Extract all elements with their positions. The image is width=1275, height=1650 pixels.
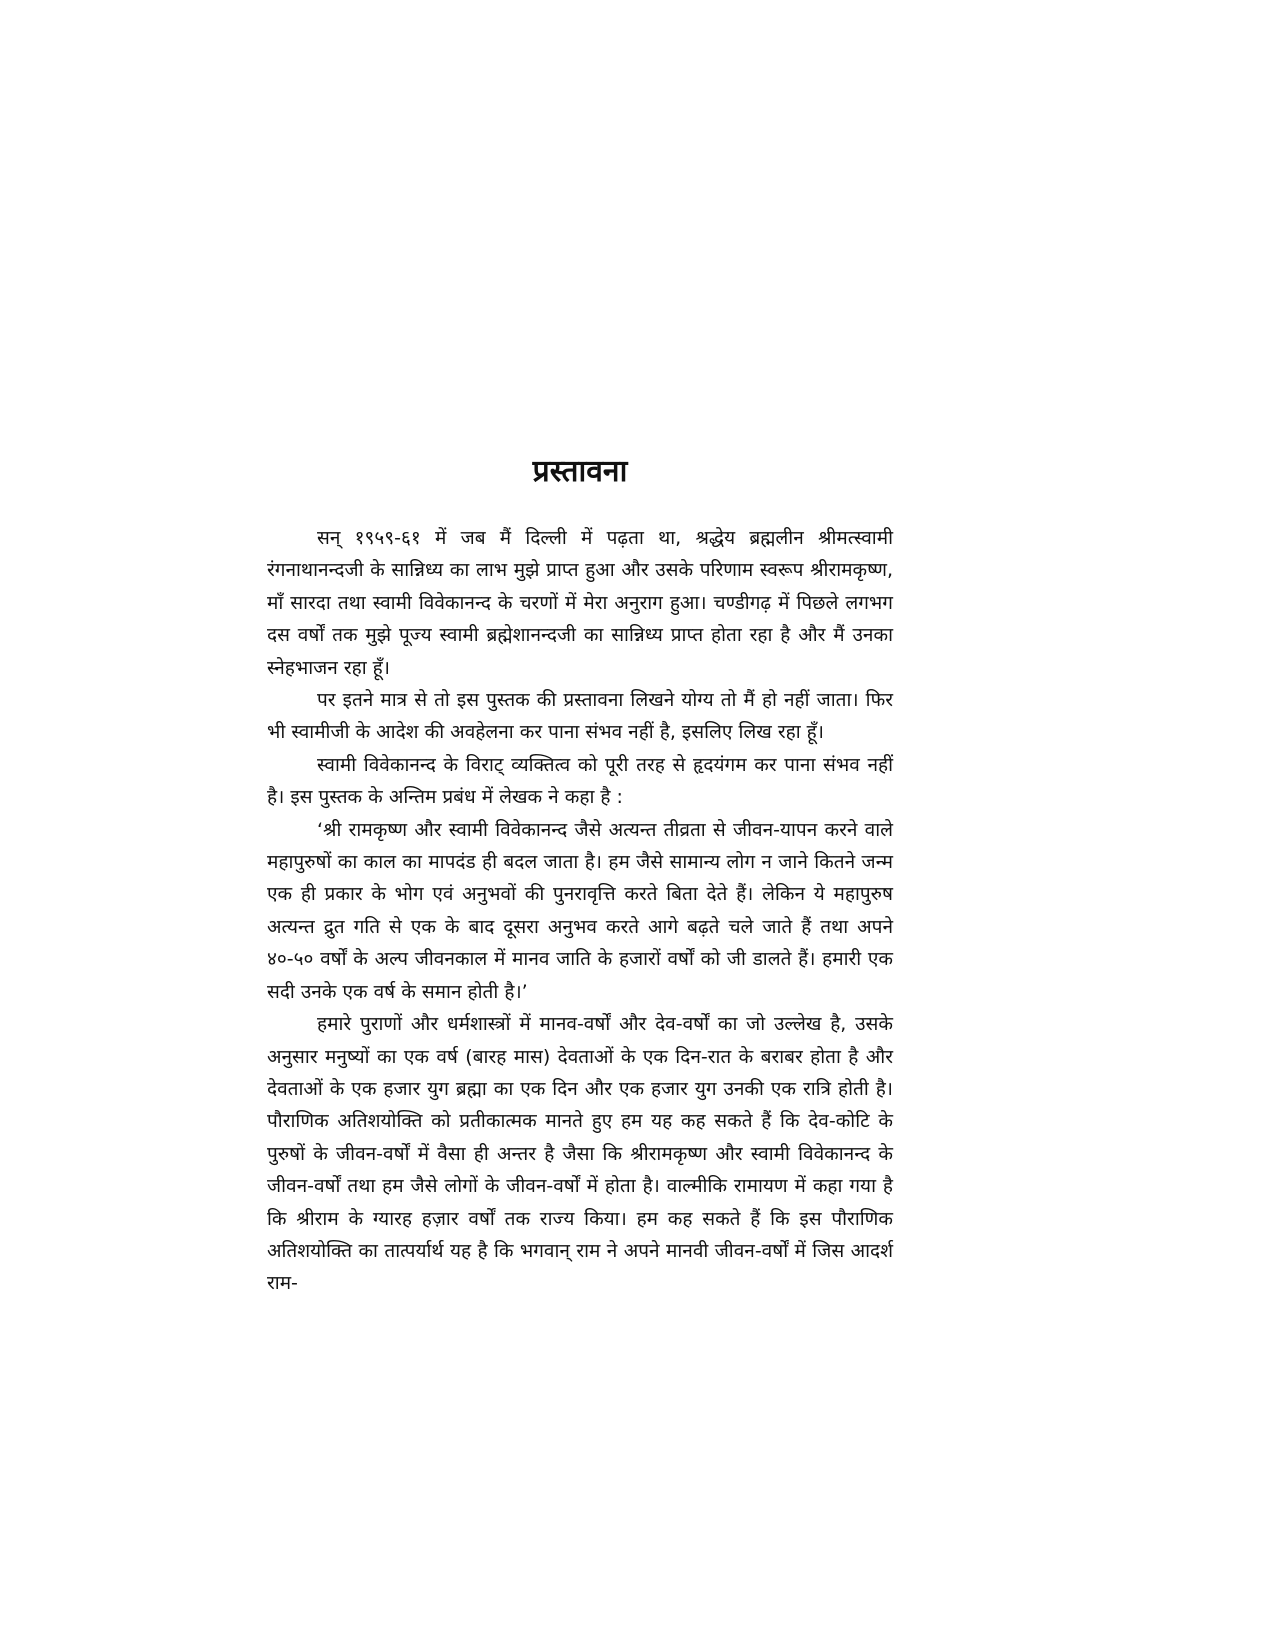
paragraph-2: पर इतने मात्र से तो इस पुस्तक की प्रस्तावना लिखने योग्य तो मैं हो नहीं जाता। फिर भी स्वामीजी के आदेश की अवहेलना कर पाना संभव नहीं है, इसलिए लिख रहा हूँ। xyxy=(267,689,893,744)
quoted-paragraph: ‘श्री रामकृष्ण और स्वामी विवेकानन्द जैसे अत्यन्त तीव्रता से जीवन-यापन करने वाले महापुरुषों का काल का मापदंड ही बदल जाता है। हम जैसे सामान्य लोग न जाने कितने जन्म एक ही प्रकार के भोग एवं अनुभवों की पुनरावृत्ति करते बिता देते हैं। लेकिन ये महापुरुष अत्यन्त द्रुत गति से एक के बाद दूसरा अनुभव करते आगे बढ़ते चले जाते हैं तथा अपने ४०-५० वर्षों के अल्प जीवनकाल में मानव जाति के हजारों वर्षों को जी डालते हैं। हमारी एक सदी उनके एक वर्ष के समान होती है।’ xyxy=(267,818,893,1003)
paragraph-3: स्वामी विवेकानन्द के विराट् व्यक्तित्व को पूरी तरह से हृदयंगम कर पाना संभव नहीं है। इस पुस्तक के अन्तिम प्रबंध में लेखक ने कहा है : xyxy=(267,753,893,809)
paragraph-5: हमारे पुराणों और धर्मशास्त्रों में मानव-वर्षों और देव-वर्षों का जो उल्लेख है, उसके अनुसार मनुष्यों का एक वर्ष (बारह मास) देवताओं के एक दिन-रात के बराबर होता है और देवताओं के एक हजार युग ब्रह्मा का एक दिन और एक हजार युग उनकी एक रात्रि होती है। पौराणिक अतिशयोक्ति को प्रतीकात्मक मानते हुए हम यह कह सकते हैं कि देव-कोटि के पुरुषों के जीवन-वर्षों में वैसा ही अन्तर है जैसा कि श्रीरामकृष्ण और स्वामी विवेकानन्द के जीवन-वर्षों तथा हम जैसे लोगों के जीवन-वर्षों में होता है। वाल्मीकि रामायण में कहा गया है कि श्रीराम के ग्यारह हज़ार वर्षों तक राज्य किया। हम कह सकते हैं कि इस पौराणिक अतिशयोक्ति का तात्पर्यार्थ यह है कि भगवान् राम ने अपने मानवी जीवन-वर्षों में जिस आदर्श राम- xyxy=(267,1013,893,1295)
body-text xyxy=(267,522,893,1300)
paragraph-1: सन् १९५९-६१ में जब मैं दिल्ली में पढ़ता था, श्रद्धेय ब्रह्मलीन श्रीमत्स्वामी रंगनाथानन्दजी के सान्निध्य का लाभ मुझे प्राप्त हुआ और उसके परिणाम स्वरूप श्रीरामकृष्ण, माँ सारदा तथा स्वामी विवेकानन्द के चरणों में मेरा अनुराग हुआ। चण्डीगढ़ में पिछले लगभग दस वर्षों तक मुझे पूज्य स्वामी ब्रह्मेशानन्दजी का सान्निध्य प्राप्त होता रहा है और मैं उनका स्नेहभाजन रहा हूँ। xyxy=(267,527,893,679)
page-title: प्रस्तावना xyxy=(532,454,628,489)
